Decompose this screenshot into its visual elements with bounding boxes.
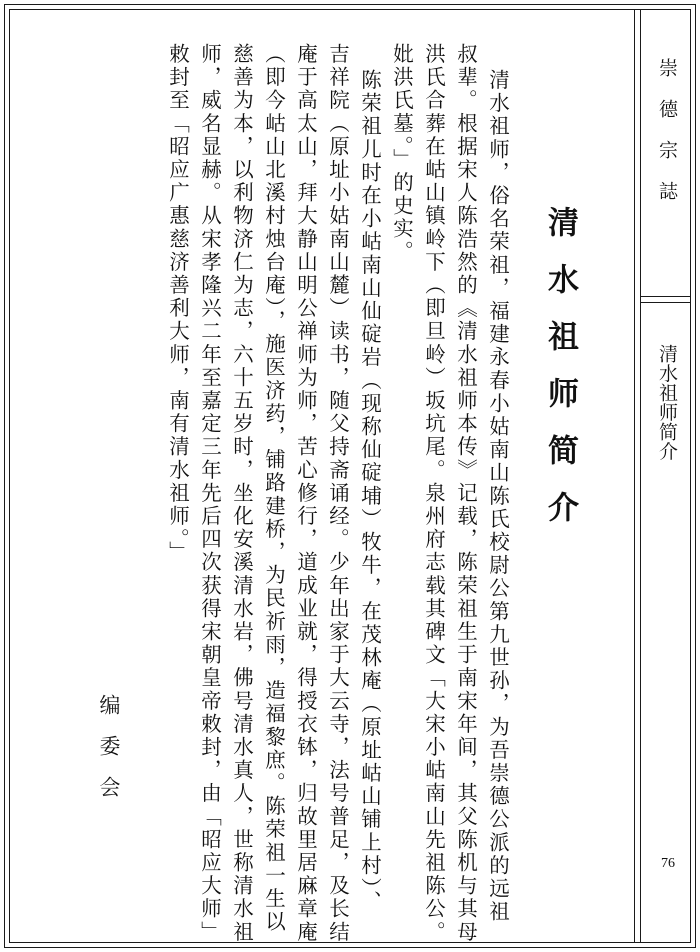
text-column: 吉祥院（原址小姑南山麓）读书，随父持斋诵经。少年出家于大云寺，法号普足，及长结: [325, 43, 350, 944]
text-column: 洪氏合葬在岵山镇岭下（即旦岭）坂坑尾。泉州府志载其碑文「大宋小岵南山先祖陈公。: [421, 43, 446, 944]
sidebar-rule-top: [640, 296, 691, 297]
text-column: 师，威名显赫。从宋孝隆兴二年至嘉定三年先后四次获得宋朝皇帝敕封，由「昭应大师」: [197, 43, 222, 944]
sidebar-rule-bottom: [640, 302, 691, 303]
text-column: 庵于高太山，拜大静山明公禅师为师，苦心修行，道成业就，得授衣钵，归故里居麻章庵: [293, 43, 318, 944]
text-column: 慈善为本，以利物济仁为志，六十五岁时，坐化安溪清水岩，佛号清水真人，世称清水祖: [229, 43, 254, 944]
running-header-book-title: 崇德宗誌: [656, 58, 678, 222]
text-column: 妣洪氏墓。」的史实。: [389, 43, 414, 264]
page-number: 76: [661, 856, 675, 871]
text-column: 陈荣祖儿时在小岵南山仙碇岩（现称仙碇埔）牧牛，在茂林庵（原址岵山铺上村）、: [357, 69, 382, 914]
article-author: 编委会: [97, 694, 121, 817]
text-column: 清水祖师，俗名荣祖，福建永春小姑南山陈氏校尉公第九世孙，为吾崇德公派的远祖: [485, 69, 510, 924]
text-column: 敕封至「昭应广惠慈济善利大师，南有清水祖师。」: [165, 43, 190, 565]
article-title: 清水祖师简介: [542, 206, 578, 548]
text-column: 叔辈。根据宋人陈浩然的《清水祖师本传》记载，陈荣祖生于南宋年间，其父陈机与其母: [453, 43, 478, 944]
sidebar-divider-inner: [640, 9, 641, 943]
running-header-section-title: 清水祖师简介: [656, 344, 678, 461]
sidebar-divider-outer: [634, 9, 635, 943]
text-column: （即今岵山北溪村烛台庵），施医济药，铺路建桥，为民祈雨，造福黎庶。陈荣祖一生以: [261, 43, 286, 934]
